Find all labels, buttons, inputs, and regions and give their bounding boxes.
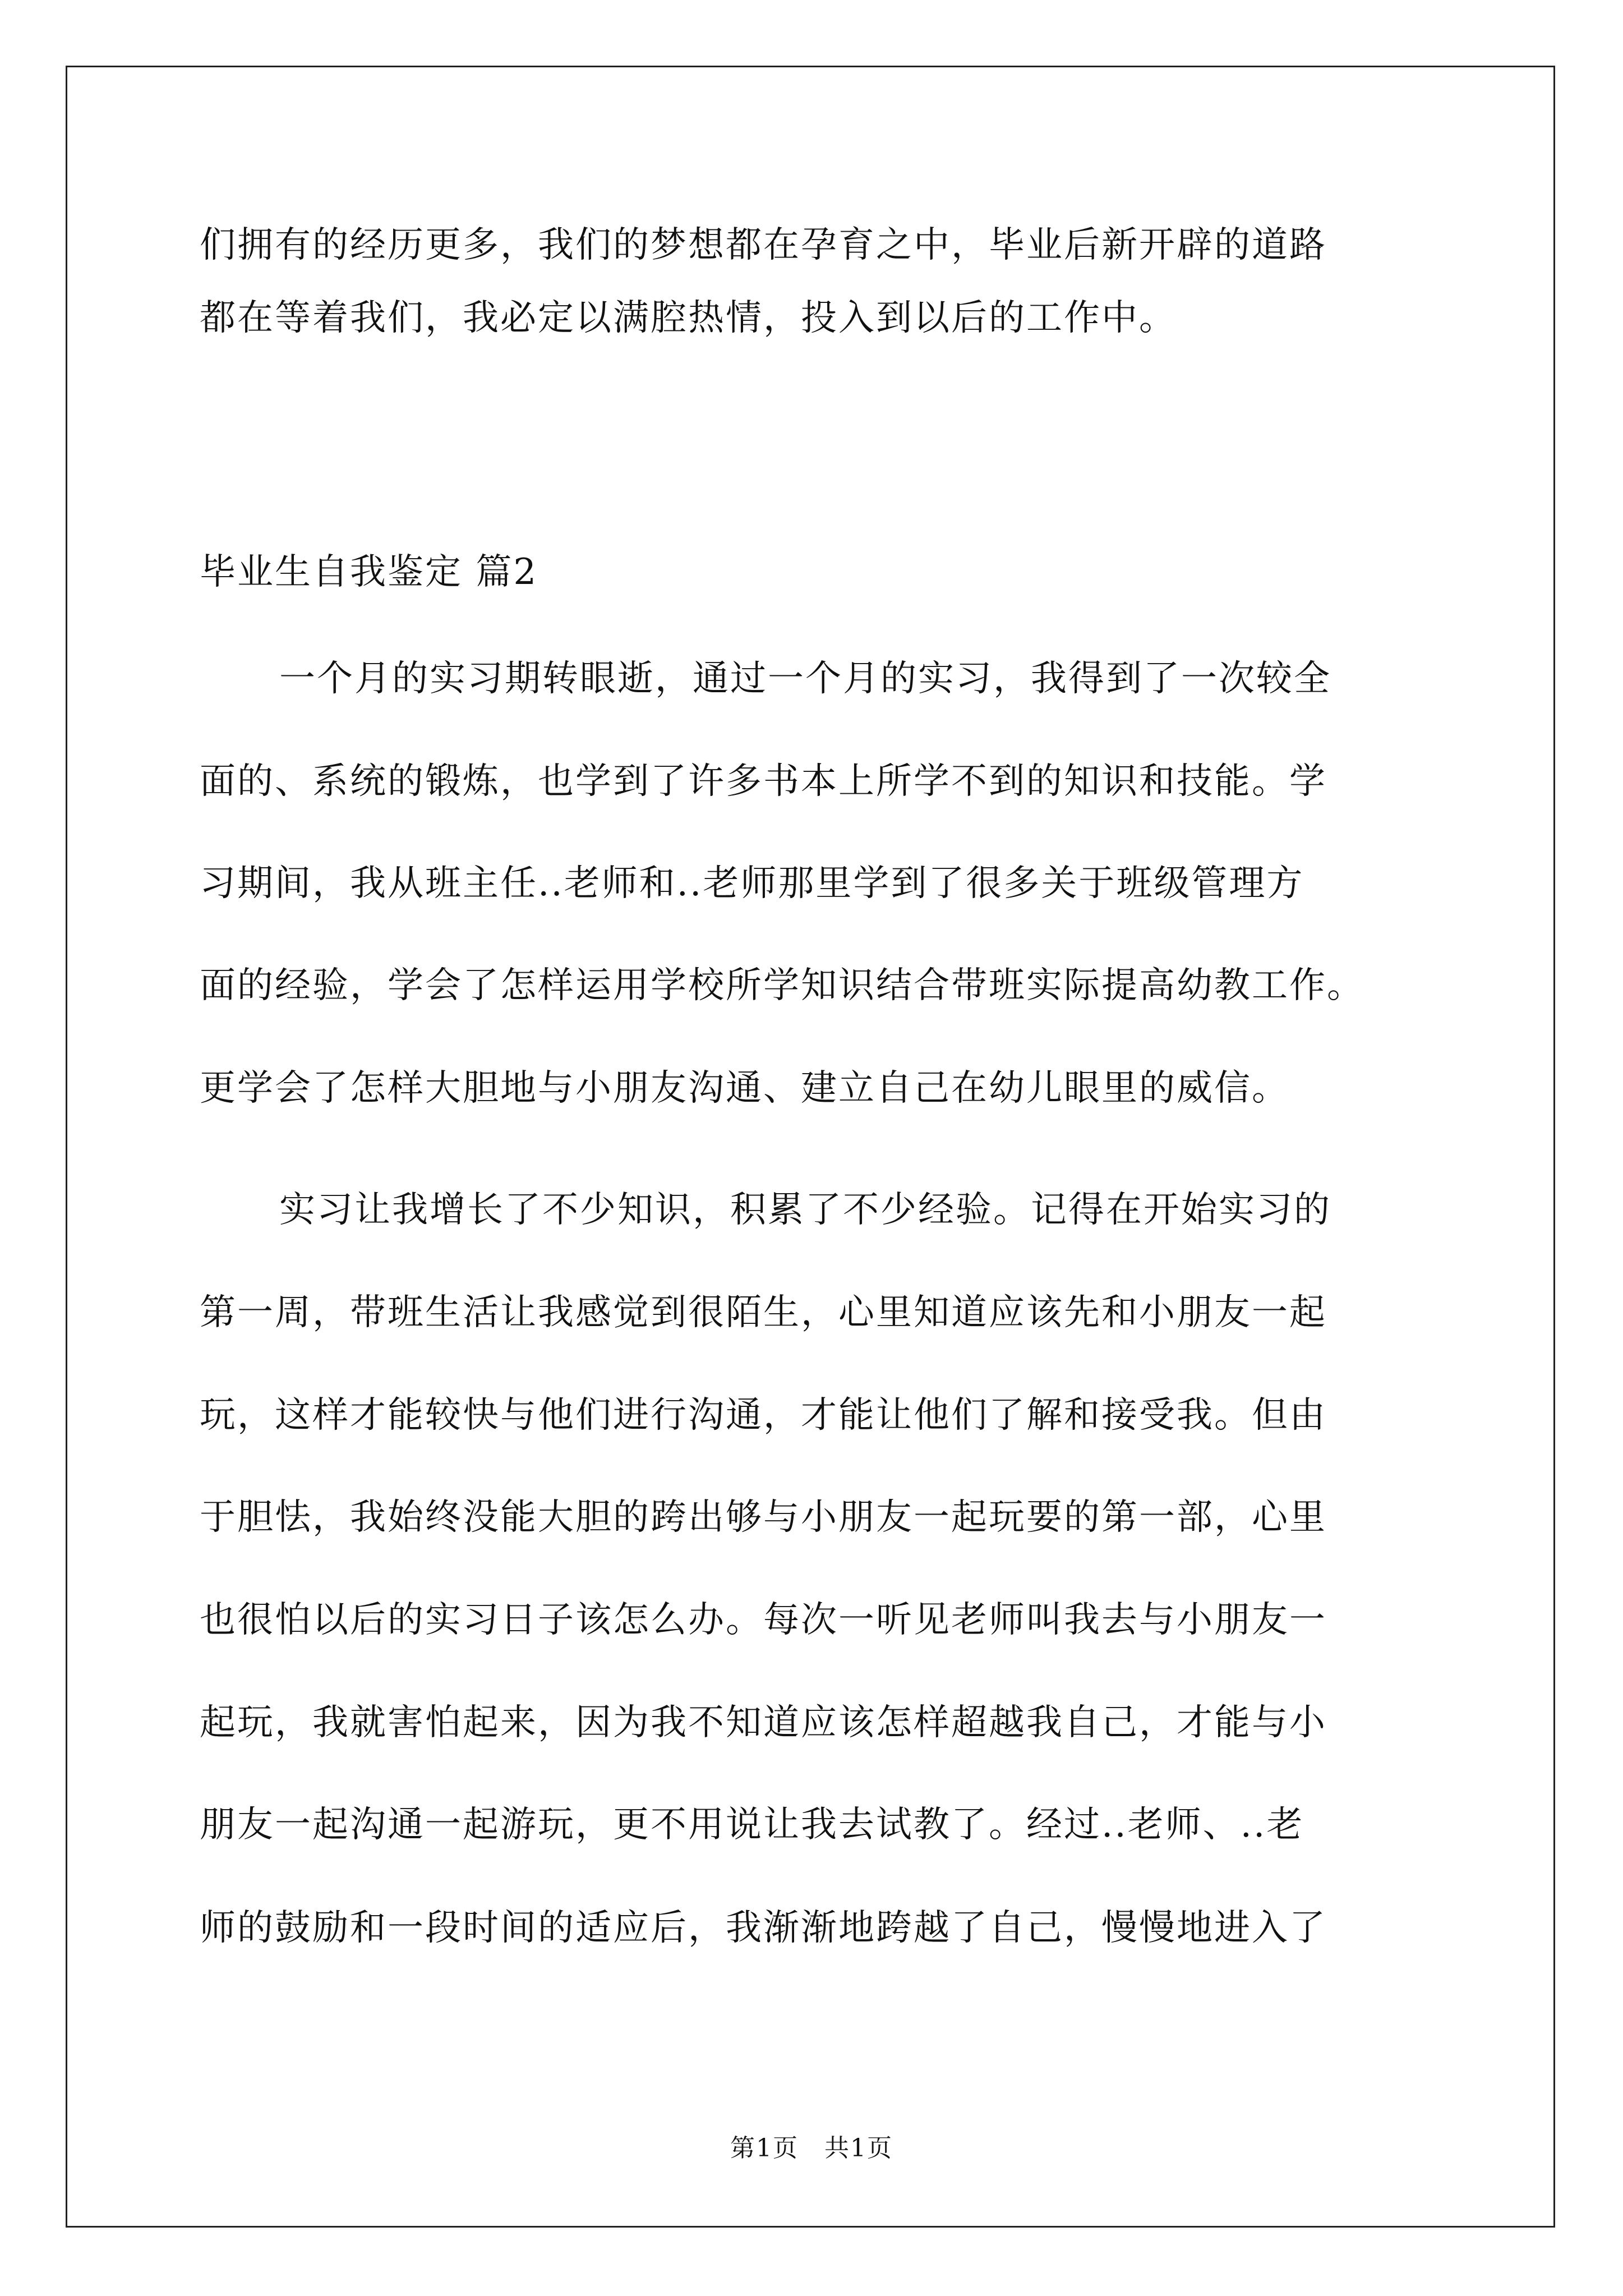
text-line: 玩，这样才能较快与他们进行沟通，才能让他们了解和接受我。但由 (200, 1395, 1327, 1436)
text-line: 于胆怯，我始终没能大胆的跨出够与小朋友一起玩要的第一部，心里 (200, 1497, 1327, 1538)
text-line: 也很怕以后的实习日子该怎么办。每次一听见老师叫我去与小朋友一 (200, 1599, 1327, 1641)
section-heading: 毕业生自我鉴定 篇2 (200, 551, 538, 593)
text-line: 习期间，我从班主任..老师和..老师那里学到了很多关于班级管理方 (200, 863, 1304, 904)
text-line: 第一周，带班生活让我感觉到很陌生，心里知道应该先和小朋友一起 (200, 1292, 1327, 1333)
text-line: 都在等着我们，我必定以满腔热情，投入到以后的工作中。 (200, 297, 1177, 339)
text-line: 面的、系统的锻炼，也学到了许多书本上所学不到的知识和技能。学 (200, 761, 1327, 802)
text-line: 朋友一起沟通一起游玩，更不用说让我去试教了。经过..老师、..老 (200, 1804, 1304, 1846)
text-line: 起玩，我就害怕起来，因为我不知道应该怎样超越我自己，才能与小 (200, 1702, 1327, 1743)
text-line: 师的鼓励和一段时间的适应后，我渐渐地跨越了自己，慢慢地进入了 (200, 1907, 1327, 1949)
text-line: 实习让我增长了不少知识，积累了不少经验。记得在开始实习的 (279, 1189, 1331, 1231)
text-line: 一个月的实习期转眼逝，通过一个月的实习，我得到了一次较全 (279, 658, 1331, 700)
text-line: 们拥有的经历更多，我们的梦想都在孕育之中，毕业后新开辟的道路 (200, 224, 1327, 266)
text-line: 更学会了怎样大胆地与小朋友沟通、建立自己在幼儿眼里的威信。 (200, 1068, 1289, 1109)
text-line: 面的经验，学会了怎样运用学校所学知识结合带班实际提高幼教工作。 (200, 965, 1364, 1006)
page-footer: 第1页 共1页 (730, 2134, 893, 2162)
